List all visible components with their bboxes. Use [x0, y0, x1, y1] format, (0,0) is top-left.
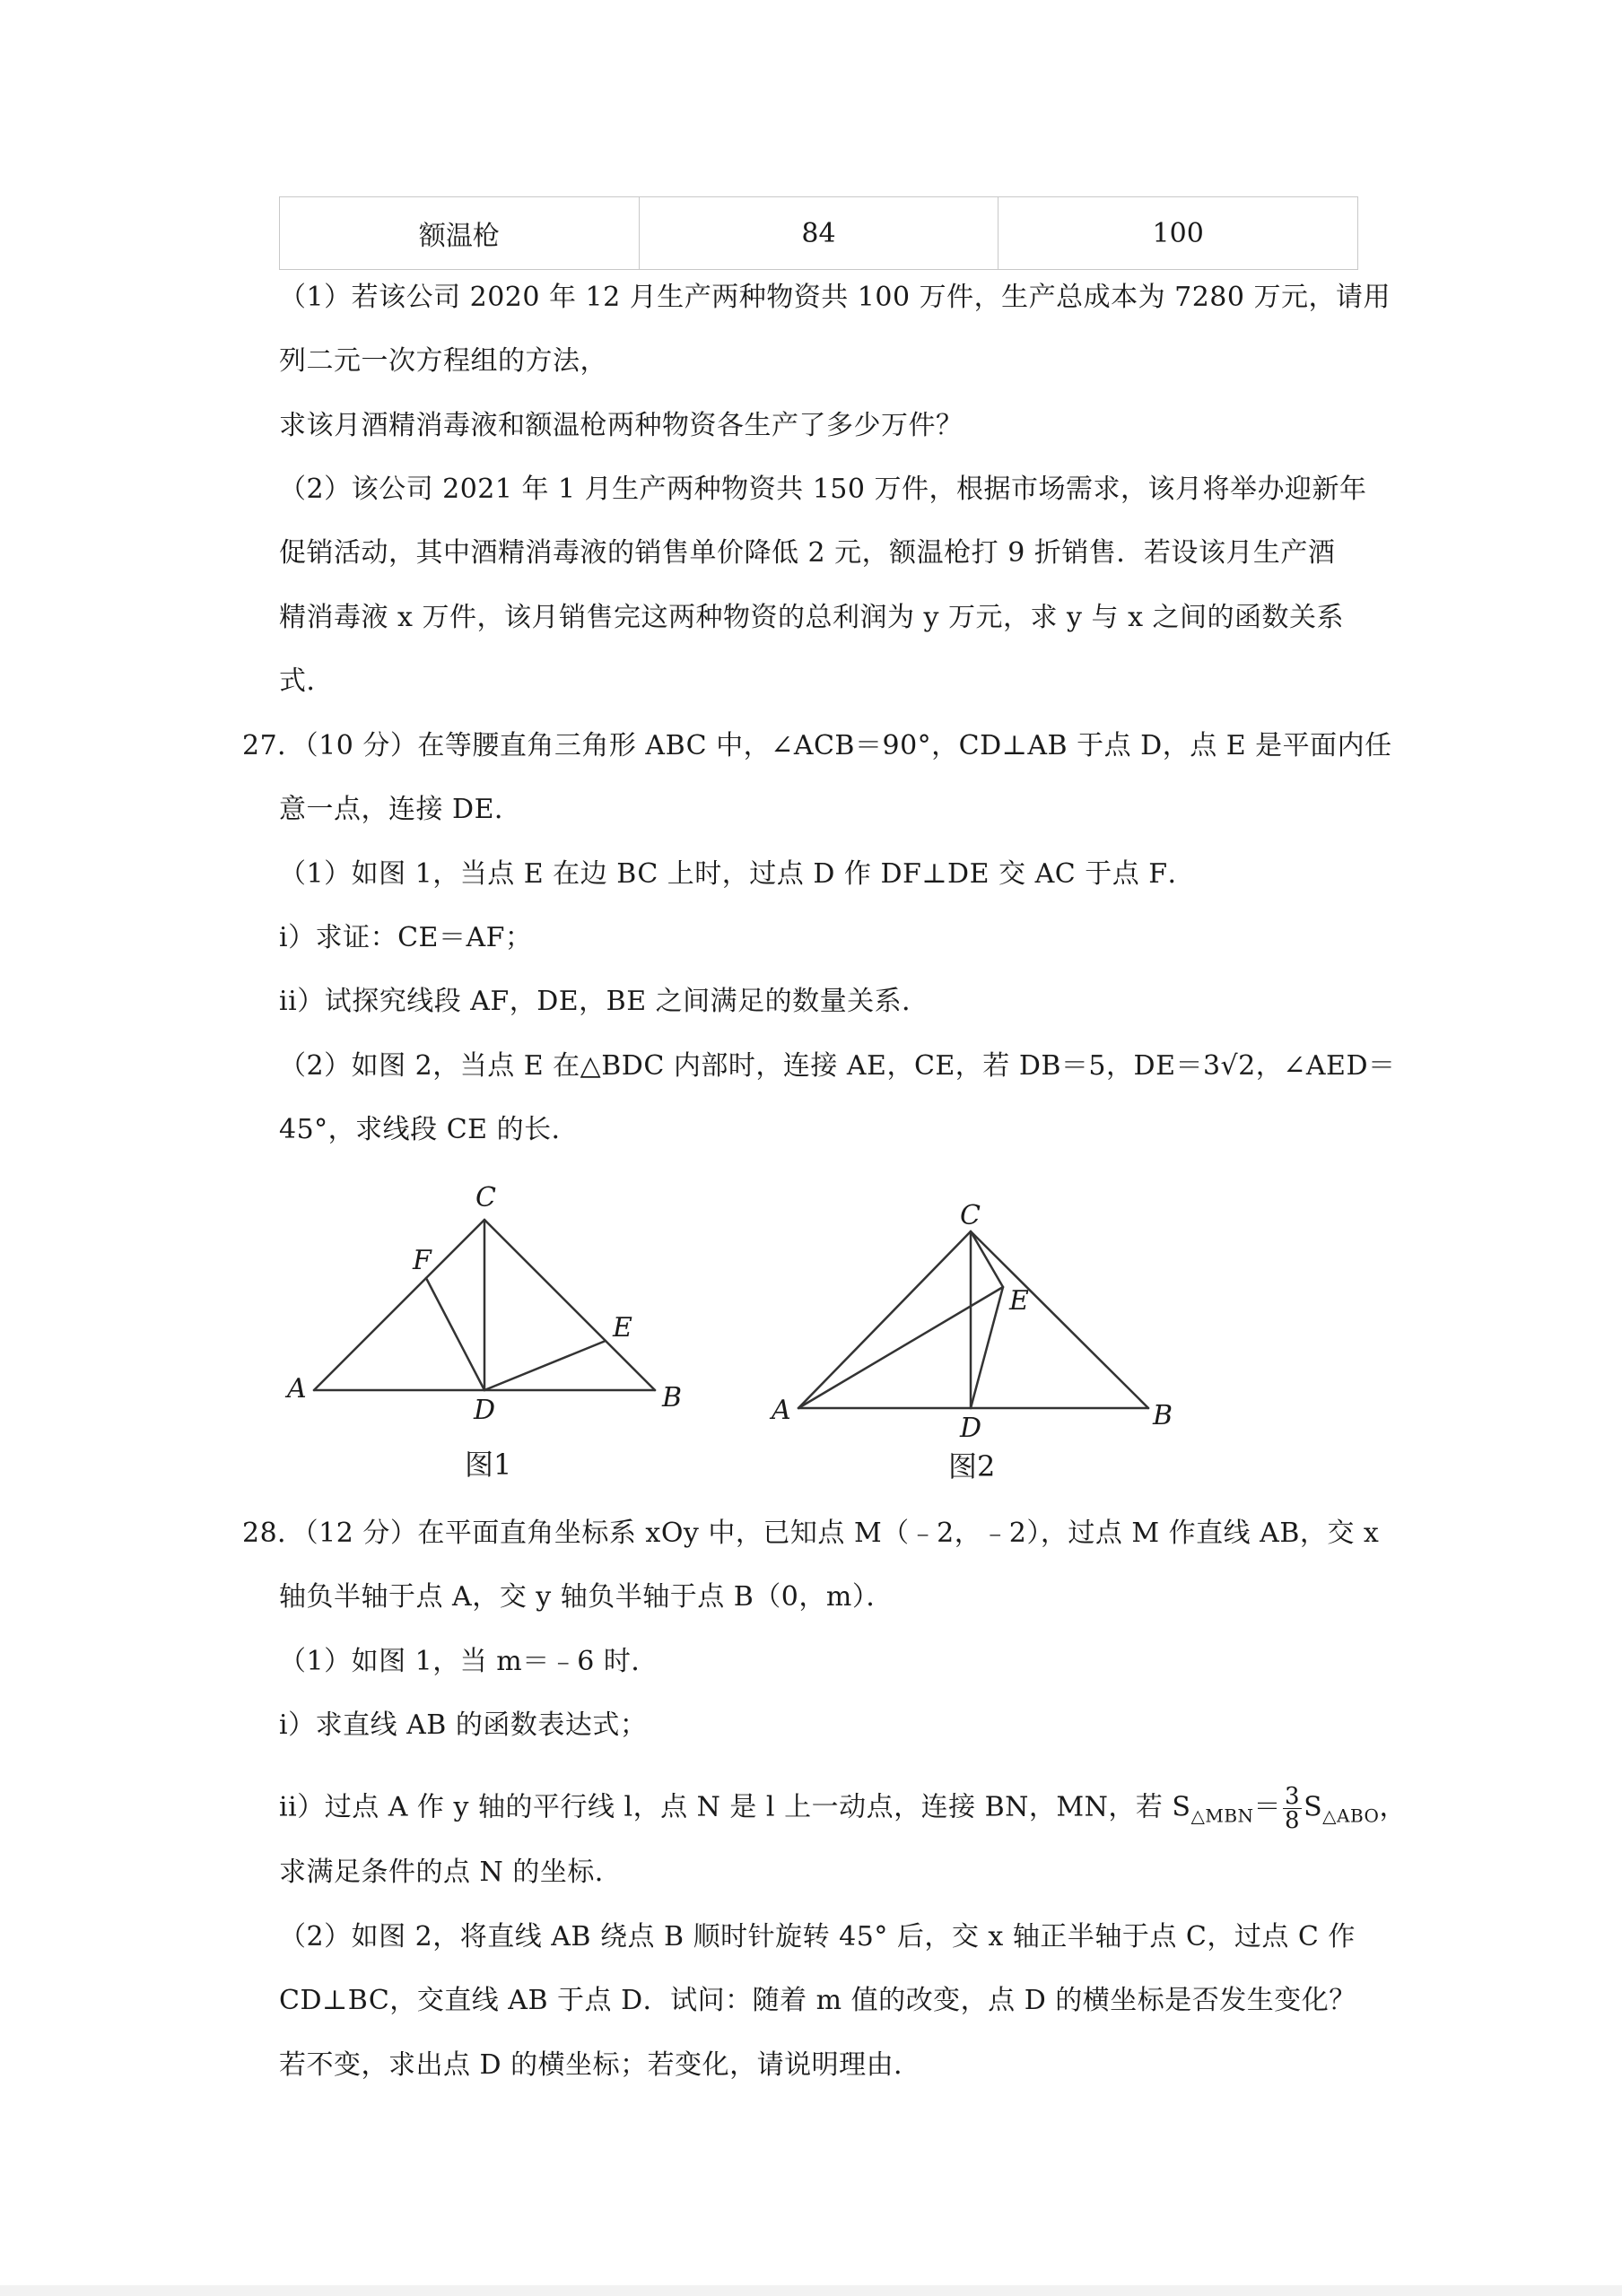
q27-heading-line1: 27．（10 分）在等腰直角三角形 ABC 中，∠ACB＝90°，CD⊥AB 于点 D，点 E 是平面内任 — [242, 730, 1392, 761]
fig2-label-e: E — [1009, 1285, 1029, 1317]
q28-heading-line1: 28．（12 分）在平面直角坐标系 xOy 中，已知点 M（﹣2，﹣2），过点 M 作直线 AB，交 x — [242, 1518, 1380, 1549]
q28-ii-s: S — [1304, 1791, 1323, 1823]
q26-part2-line4: 式． — [279, 665, 334, 697]
q28-part2-line1: （2）如图 2，将直线 AB 绕点 B 顺时针旋转 45° 后，交 x 轴正半轴于点 C，过点 C 作 — [279, 1921, 1356, 1952]
q28-ii-equals: ＝ — [1253, 1791, 1282, 1823]
figure-1-caption: 图1 — [465, 1448, 512, 1482]
fig2-label-a: A — [772, 1395, 791, 1426]
fig2-segment-ae — [798, 1287, 1003, 1408]
fig1-segment-ac — [314, 1220, 484, 1390]
table-row — [280, 197, 1358, 270]
q27-heading-line2: 意一点，连接 DE． — [279, 794, 522, 825]
q28-ii-fraction — [1283, 1785, 1302, 1832]
q28-part1: （1）如图 1，当 m＝﹣6 时． — [279, 1646, 658, 1677]
fig1-segment-df — [426, 1278, 484, 1390]
q28-ii-text: ii）过点 A 作 y 轴的平行线 l，点 N 是 l 上一动点，连接 BN，MN，若 S — [279, 1791, 1191, 1823]
q26-part1-line1: （1）若该公司 2020 年 12 月生产两种物资共 100 万件，生产总成本为 7280 万元，请用 — [279, 282, 1391, 313]
fig1-label-b: B — [662, 1382, 683, 1413]
q26-part2-line3: 精消毒液 x 万件，该月销售完这两种物资的总利润为 y 万元，求 y 与 x 之间的函数关系 — [279, 602, 1345, 633]
fig1-label-c: C — [475, 1182, 496, 1213]
q27-part1-i: i）求证：CE＝AF； — [279, 922, 533, 953]
table-cell-value-2: 100 — [998, 197, 1358, 270]
figure-2-caption: 图2 — [948, 1449, 996, 1483]
q26-part2-line2: 促销活动，其中酒精消毒液的销售单价降低 2 元，额温枪打 9 折销售．若设该月生产酒 — [279, 537, 1336, 569]
q26-part1-line2: 列二元一次方程组的方法， — [279, 345, 607, 377]
fig2-label-b: B — [1153, 1400, 1173, 1431]
q28-ii-fraction-denominator: 8 — [1285, 1807, 1301, 1834]
figure-2 — [763, 1184, 1193, 1453]
page-bottom-edge — [0, 2285, 1622, 2296]
fig1-segment-de — [484, 1341, 606, 1390]
fig1-label-e: E — [613, 1312, 632, 1344]
q26-part1-line3: 求该月酒精消毒液和额温枪两种物资各生产了多少万件？ — [279, 410, 964, 441]
q28-ii-subscript-mbn: △MBN — [1190, 1805, 1254, 1827]
fig1-label-f: F — [413, 1245, 432, 1276]
q28-part1-i: i）求直线 AB 的函数表达式； — [279, 1709, 648, 1741]
fig1-label-a: A — [287, 1373, 307, 1405]
q28-ii-fraction-numerator: 3 — [1285, 1783, 1301, 1810]
q28-part1-ii-line1 — [279, 1785, 1407, 1834]
q28-part1-ii-line2: 求满足条件的点 N 的坐标． — [279, 1857, 623, 1888]
q28-part2-line2: CD⊥BC，交直线 AB 于点 D．试问：随着 m 值的改变，点 D 的横坐标是否发生变化？ — [279, 1985, 1356, 2016]
q28-ii-comma: ， — [1379, 1791, 1407, 1823]
q27-part1-ii: ii）试探究线段 AF，DE，BE 之间满足的数量关系． — [279, 986, 929, 1017]
fig2-label-d: D — [960, 1413, 982, 1444]
q27-part2-line1: （2）如图 2，当点 E 在△BDC 内部时，连接 AE，CE，若 DB＝5，DE＝3√2，∠AED＝ — [279, 1050, 1396, 1082]
table-cell-value-1: 84 — [639, 197, 998, 270]
fig1-segment-bc — [484, 1220, 655, 1390]
q27-part1: （1）如图 1，当点 E 在边 BC 上时，过点 D 作 DF⊥DE 交 AC 于点 F． — [279, 858, 1196, 890]
figure-1 — [269, 1166, 700, 1444]
fig2-segment-de — [971, 1287, 1003, 1408]
fig2-segment-bc — [971, 1231, 1148, 1408]
q26-part2-line1: （2）该公司 2021 年 1 月生产两种物资共 150 万件，根据市场需求，该月将举办迎新年 — [279, 474, 1367, 505]
fig2-segment-ac — [798, 1231, 971, 1408]
cost-table — [279, 196, 1358, 270]
q28-heading-line2: 轴负半轴于点 A，交 y 轴负半轴于点 B（0，m）． — [279, 1581, 894, 1613]
q28-ii-subscript-abo: △ABO — [1322, 1805, 1380, 1827]
fig2-label-c: C — [960, 1200, 981, 1231]
q28-part2-line3: 若不变，求出点 D 的横坐标；若变化，请说明理由． — [279, 2049, 921, 2081]
table-cell-item: 额温枪 — [280, 197, 640, 270]
q27-part2-line2: 45°，求线段 CE 的长． — [279, 1114, 580, 1145]
fig1-label-d: D — [474, 1395, 496, 1426]
